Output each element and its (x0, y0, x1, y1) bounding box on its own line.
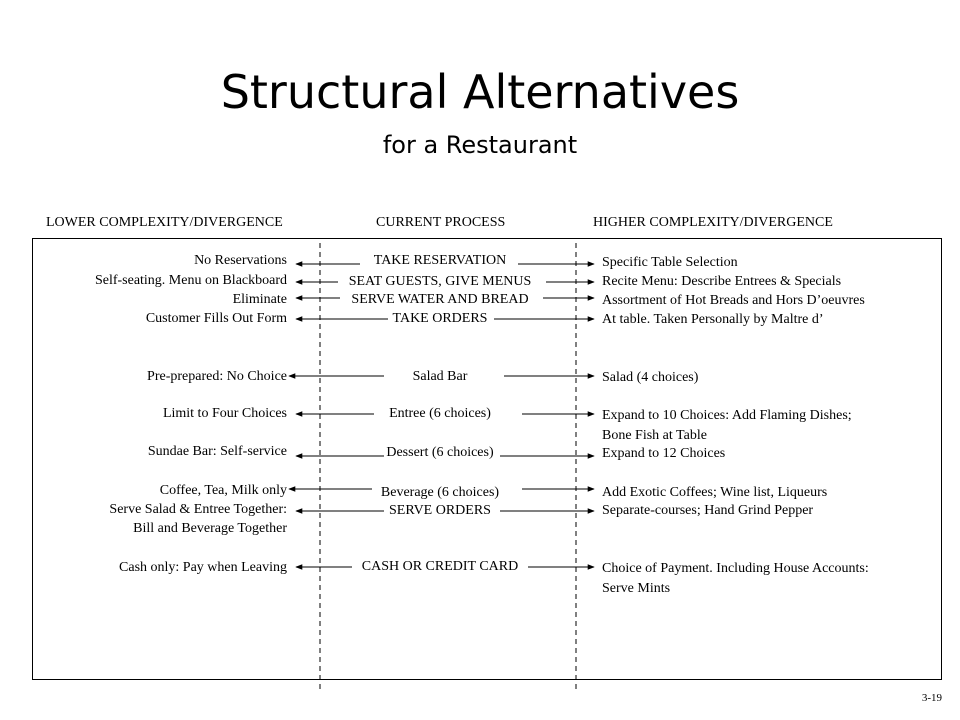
higher-alternative: Expand to 10 Choices: Add Flaming Dishes; (602, 408, 852, 423)
lower-alternative: Bill and Beverage Together (133, 521, 287, 536)
current-step: Salad Bar (412, 369, 468, 384)
lower-alternative: Coffee, Tea, Milk only (159, 483, 287, 498)
current-step: Beverage (6 choices) (380, 485, 500, 500)
lower-alternative: Customer Fills Out Form (145, 311, 287, 326)
current-step: TAKE RESERVATION (373, 253, 507, 268)
lower-alternative: Limit to Four Choices (162, 406, 287, 421)
lower-alternative: No Reservations (194, 253, 287, 268)
lower-alternative: Serve Salad & Entree Together: (109, 502, 287, 517)
higher-alternative: Expand to 12 Choices (602, 446, 726, 461)
header-higher-complexity: HIGHER COMPLEXITY/DIVERGENCE (593, 215, 833, 230)
lower-alternative: Cash only: Pay when Leaving (119, 560, 287, 575)
lower-alternative: Pre-prepared: No Choice (147, 369, 287, 384)
higher-alternative: Serve Mints (602, 581, 671, 596)
current-step: Dessert (6 choices) (386, 445, 494, 460)
header-lower-complexity: LOWER COMPLEXITY/DIVERGENCE (46, 215, 283, 230)
slide-subtitle: for a Restaurant (382, 131, 578, 159)
higher-alternative: Salad (4 choices) (602, 370, 699, 385)
lower-alternative: Sundae Bar: Self-service (147, 444, 287, 459)
current-step: Entree (6 choices) (389, 406, 491, 421)
higher-alternative: Specific Table Selection (602, 255, 738, 270)
lower-alternative: Eliminate (232, 292, 287, 307)
higher-alternative: Bone Fish at Table (602, 428, 707, 443)
higher-alternative: At table. Taken Personally by Maltre d’ (602, 312, 824, 327)
higher-alternative: Add Exotic Coffees; Wine list, Liqueurs (602, 485, 828, 500)
current-step: TAKE ORDERS (392, 311, 488, 326)
lower-alternative: Self-seating. Menu on Blackboard (94, 273, 287, 288)
higher-alternative: Assortment of Hot Breads and Hors D’oeuvres (602, 293, 865, 308)
current-step: SERVE WATER AND BREAD (351, 292, 529, 307)
higher-alternative: Recite Menu: Describe Entrees & Specials (602, 274, 842, 289)
current-step: CASH OR CREDIT CARD (361, 559, 519, 574)
higher-alternative: Choice of Payment. Including House Accounts: (602, 561, 869, 576)
current-step: SERVE ORDERS (389, 503, 491, 518)
header-current-process: CURRENT PROCESS (376, 215, 506, 230)
current-step: SEAT GUESTS, GIVE MENUS (348, 274, 532, 289)
page-number: 3-19 (921, 692, 942, 704)
higher-alternative: Separate-courses; Hand Grind Pepper (602, 503, 814, 518)
slide-title: Structural Alternatives (220, 65, 740, 119)
